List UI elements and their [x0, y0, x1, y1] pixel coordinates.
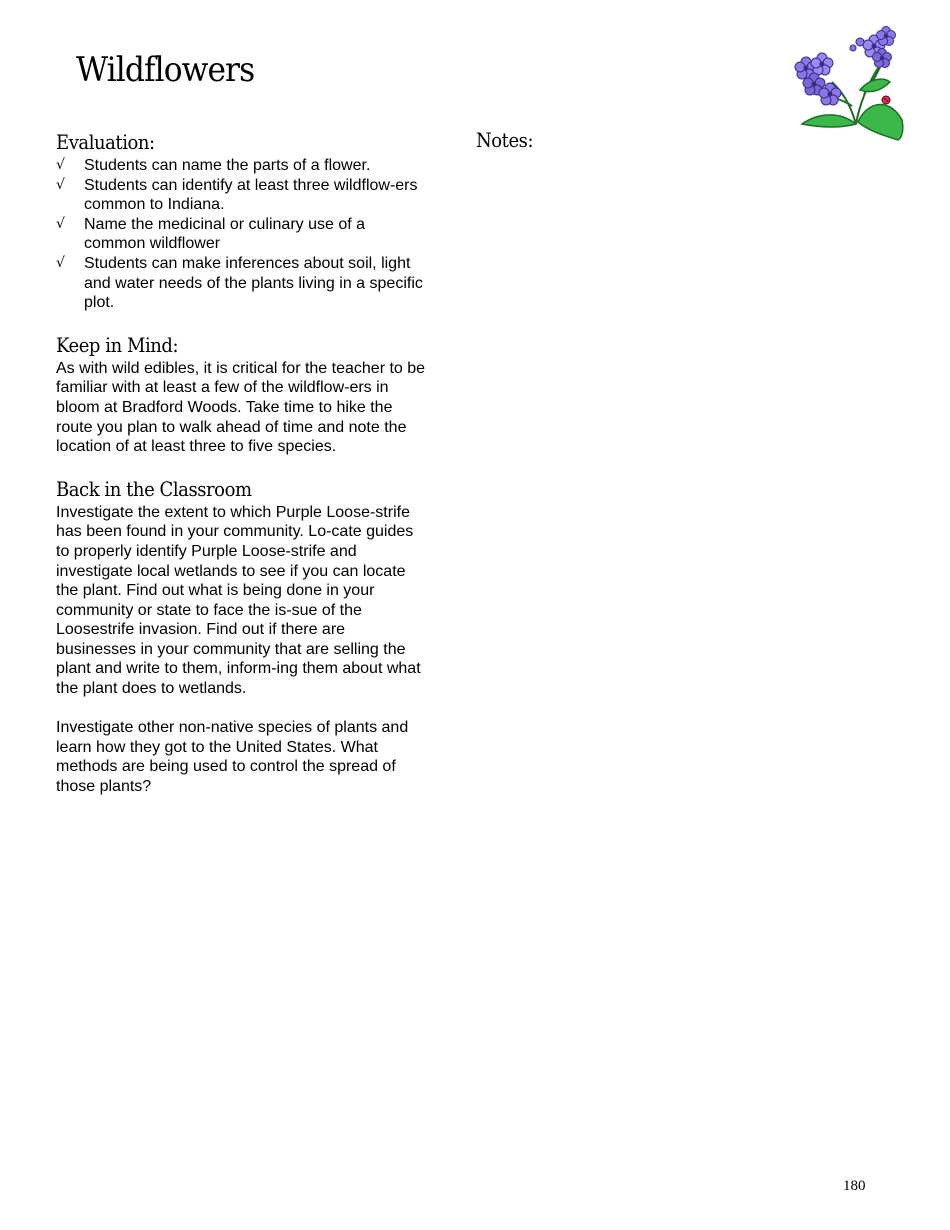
evaluation-item	[56, 176, 426, 215]
checkmark-icon: √	[56, 176, 65, 193]
flower-blossoms	[795, 27, 896, 106]
keep-in-mind-heading: Keep in Mind:	[56, 332, 179, 357]
page-number: 180	[843, 1178, 866, 1194]
evaluation-item	[56, 215, 426, 254]
back-in-classroom-paragraph: Investigate the extent to which Purple Loose-strife has been found in your community. Lo-cate guides to properly identify Purple Loose-strife and investigate local wetlands to see if you can locate the plant. Find out what is being done in your community or state to face the is-sue of the Loosestrife invasion. Find out if there are businesses in your community that are selling the plant and write to them, inform-ing them about what the plant does to wetlands.	[56, 503, 421, 698]
checkmark-icon: √	[56, 254, 65, 271]
evaluation-checklist	[56, 156, 426, 313]
evaluation-item-text: Name the medicinal or culinary use of a common wildflower	[84, 215, 366, 253]
back-in-classroom-paragraph: Investigate other non-native species of plants and learn how they got to the United States. What methods are being used to control the spread of those plants?	[56, 719, 409, 796]
checkmark-icon: √	[56, 215, 65, 232]
back-in-classroom-section	[56, 475, 426, 797]
checkmark-icon: √	[56, 157, 65, 173]
right-column	[476, 126, 876, 154]
evaluation-item-text: Students can make inferences about soil, light and water needs of the plants living in a specific plot.	[84, 254, 423, 312]
left-column	[56, 128, 426, 815]
page-title: Wildflowers	[76, 50, 255, 90]
blossom	[877, 27, 896, 46]
ladybug-icon	[882, 96, 890, 104]
back-in-classroom-heading: Back in the Classroom	[56, 476, 252, 501]
notes-heading: Notes:	[476, 128, 534, 152]
leaf-small	[860, 79, 890, 91]
evaluation-section	[56, 128, 426, 313]
evaluation-item	[56, 156, 426, 176]
evaluation-heading: Evaluation:	[56, 130, 155, 154]
blossom	[811, 53, 833, 75]
evaluation-item-text: Students can name the parts of a flower.	[84, 157, 371, 174]
keep-in-mind-section	[56, 331, 426, 457]
keep-in-mind-text: As with wild edibles, it is critical for the teacher to be familiar with at least a few of the wildflow-ers in bloom at Bradford Woods. Take time to hike the route you plan to walk ahead of time and note the location of at least three to five species.	[56, 359, 426, 456]
evaluation-item-text: Students can identify at least three wildflow-ers common to Indiana.	[84, 176, 418, 214]
evaluation-item	[56, 254, 426, 313]
bud	[850, 38, 864, 51]
